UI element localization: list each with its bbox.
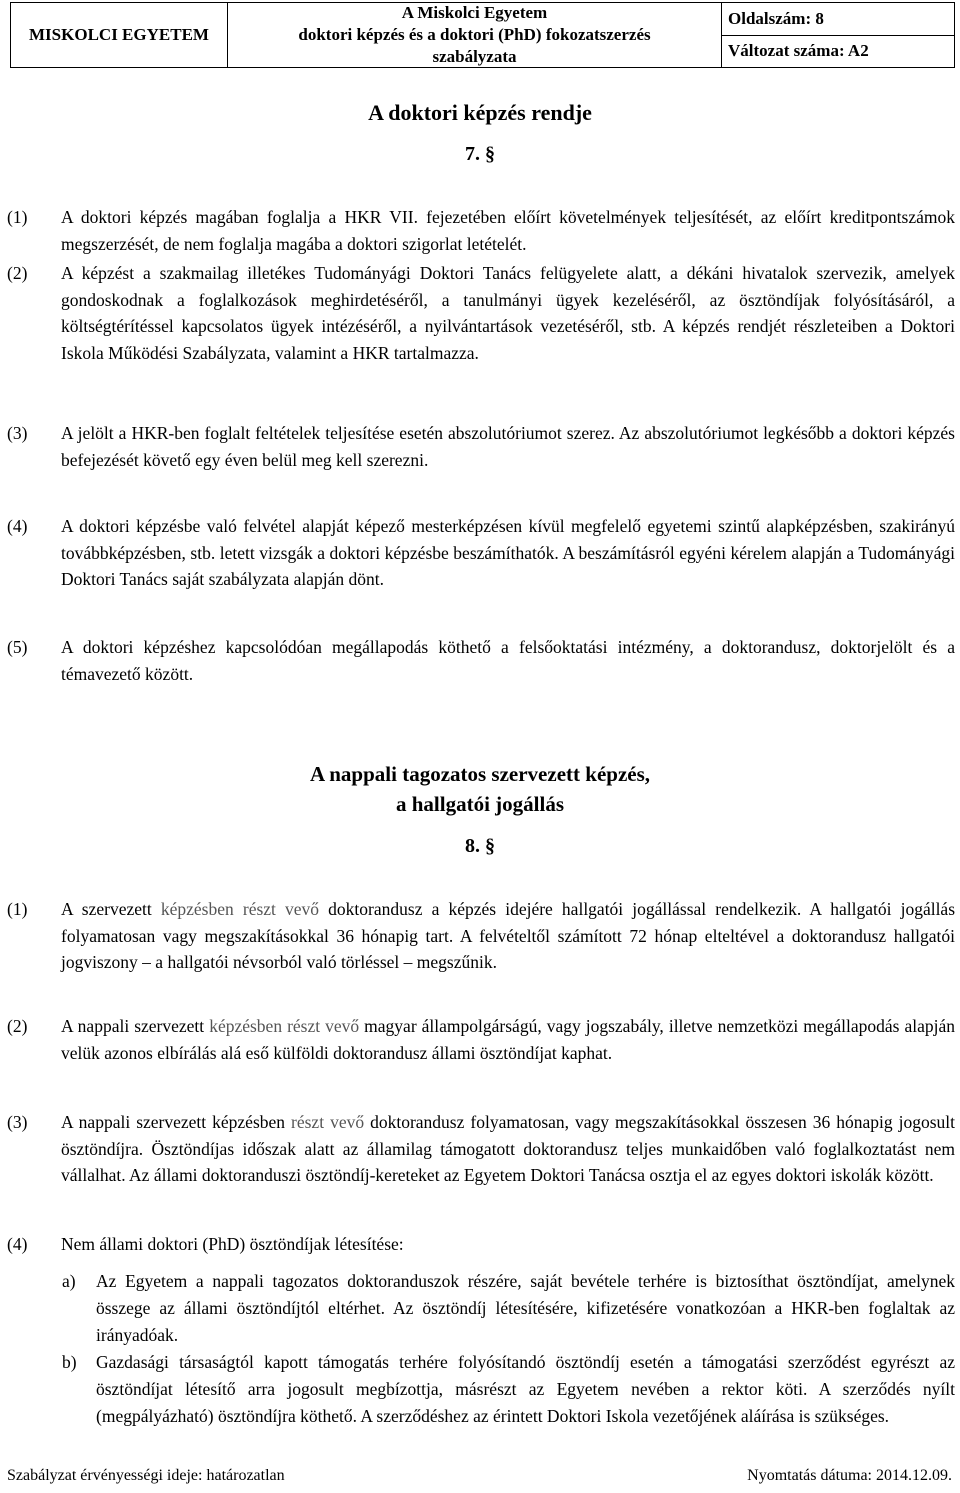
s7-paragraph-5 — [7, 634, 955, 687]
s8-paragraph-2 — [7, 1013, 955, 1066]
title-line-1: A Miskolci Egyetem — [401, 3, 548, 22]
paragraph-number: (2) — [7, 263, 28, 283]
s8-paragraph-1 — [7, 896, 955, 976]
title-line-3: szabályzata — [432, 47, 517, 66]
title-line-2: doktori képzés és a doktori (PhD) fokozatszerzés — [298, 25, 651, 44]
paragraph-text: A doktori képzésbe való felvétel alapját képező mesterképzésen kívül megfelelő egyetemi szintű alapképzésben, szakirányú továbbképzésben, stb. letett vizsgák a doktori képzésbe beszámíthatók. A beszámításról egyéni kérelem alapján a Tudományági Doktori Tanács saját szabályzata alapján dönt. — [61, 516, 955, 589]
s8-paragraph-3 — [7, 1109, 955, 1189]
subitem-letter: a) — [62, 1271, 76, 1291]
section-7-title: A doktori képzés rendje — [368, 100, 592, 125]
section-8-title-line-2: a hallgatói jogállás — [395, 792, 564, 816]
subitem-text: Az Egyetem a nappali tagozatos doktoranduszok részére, saját bevétele terhére is biztosíthat ösztöndíjat, amelynek összege az állami ösztöndíjtól eltérhet. Az ösztöndíj létesítésére, kifizetésére vonatkozóan a HKR-ben foglaltak az irányadóak. — [96, 1271, 955, 1345]
section-7-number: 7. § — [465, 143, 495, 165]
document-title-block — [228, 3, 722, 67]
subitem-letter: b) — [62, 1352, 77, 1372]
paragraph-text: Nem állami doktori (PhD) ösztöndíjak létesítése: — [61, 1234, 404, 1254]
institution-name: MISKOLCI EGYETEM — [11, 3, 228, 67]
paragraph-text: A jelölt a HKR-ben foglalt feltételek teljesítése esetén abszolutóriumot szerez. Az abszolutóriumot legkésőbb a doktori képzés befejezését követő egy éven belül meg kell szerezni. — [61, 423, 955, 470]
paragraph-text: A nappali szervezett képzésben részt vevő magyar állampolgárságú, vagy jogszabály, illetve nemzetközi megállapodás alapján velük azonos elbírálás alá eső külföldi doktorandusz állami ösztöndíjat kaphat. — [61, 1016, 955, 1063]
paragraph-text: A képzést a szakmailag illetékes Tudományági Doktori Tanács felügyelete alatt, a dékáni hivatalok szervezik, amelyek gondoskodnak a foglalkozások meghirdetéséről, a tanulmányi ügyek kezeléséről, az ösztöndíjak folyósításáról, a költségtérítéssel kapcsolatos ügyek intézéséről, a nyilvántartások vezetéséről, stb. A képzés rendjét részleteiben a Doktori Iskola Működési Szabályzata, valamint a HKR tartalmazza. — [61, 263, 955, 363]
print-date: Nyomtatás dátuma: 2014.12.09. — [747, 1467, 952, 1484]
subitem-text: Gazdasági társaságtól kapott támogatás terhére folyósítandó ösztöndíj esetén a támogatási szerződést egyrészt az ösztöndíjat létesítő arra jogosult megbízottja, másrészt az Egyetem nevében a rektor köti. A szerződés nyílt (megpályázható) ösztöndíjra köthető. A szerződéshez az érintett Doktori Iskola vezetőjének aláírása is szükséges. — [96, 1352, 955, 1426]
paragraph-number: (4) — [7, 516, 28, 536]
s7-paragraph-1 — [7, 204, 955, 257]
s8-subitem-a — [62, 1268, 955, 1349]
validity-text: Szabályzat érvényességi ideje: határozatlan — [7, 1467, 285, 1484]
paragraph-text: A nappali szervezett képzésben részt vevő doktorandusz folyamatosan, vagy megszakításokkal összesen 36 hónapig jogosult ösztöndíjra. Ösztöndíjas időszak alatt az államilag támogatott doktorandusz teljes munkaidőben való foglalkoztatást nem vállalhat. Az állami doktoranduszi ösztöndíj-kereteket az Egyetem Doktori Tanácsa osztja el az egyes doktori iskolák között. — [61, 1112, 955, 1185]
s8-subitem-b — [62, 1349, 955, 1430]
paragraph-number: (4) — [7, 1234, 28, 1254]
paragraph-number: (5) — [7, 637, 28, 657]
document-footer — [7, 1467, 952, 1485]
page-info — [722, 3, 954, 67]
s8-paragraph-4 — [7, 1231, 955, 1258]
document-header — [10, 2, 955, 68]
paragraph-text: A doktori képzéshez kapcsolódóan megállapodás köthető a felsőoktatási intézmény, a doktorandusz, doktorjelölt és a témavezető között. — [61, 637, 955, 684]
section-8-number: 8. § — [465, 835, 495, 857]
paragraph-text: A szervezett képzésben részt vevő doktorandusz a képzés idejére hallgatói jogállással rendelkezik. A hallgatói jogállás folyamatosan vagy megszakításokkal 36 hónapig tart. A felvételtől számított 72 hónap elteltével a doktorandusz hallgatói jogviszony – a hallgatói névsorból való törléssel – megszűnik. — [61, 899, 956, 972]
paragraph-number: (1) — [7, 899, 28, 919]
paragraph-text: A doktori képzés magában foglalja a HKR VII. fejezetében előírt követelmények teljesítését, az előírt kreditpontszámok megszerzését, de nem foglalja magába a doktori szigorlat letételét. — [61, 207, 955, 254]
paragraph-number: (1) — [7, 207, 28, 227]
s7-paragraph-4 — [7, 513, 955, 593]
paragraph-number: (3) — [7, 423, 28, 443]
page-number: Oldalszám: 8 — [722, 3, 954, 36]
version-number: Változat száma: A2 — [728, 41, 869, 61]
s7-paragraph-3 — [7, 420, 955, 473]
paragraph-number: (3) — [7, 1112, 28, 1132]
paragraph-number: (2) — [7, 1016, 28, 1036]
section-8-title-line-1: A nappali tagozatos szervezett képzés, — [309, 762, 651, 786]
s7-paragraph-2 — [7, 260, 955, 366]
